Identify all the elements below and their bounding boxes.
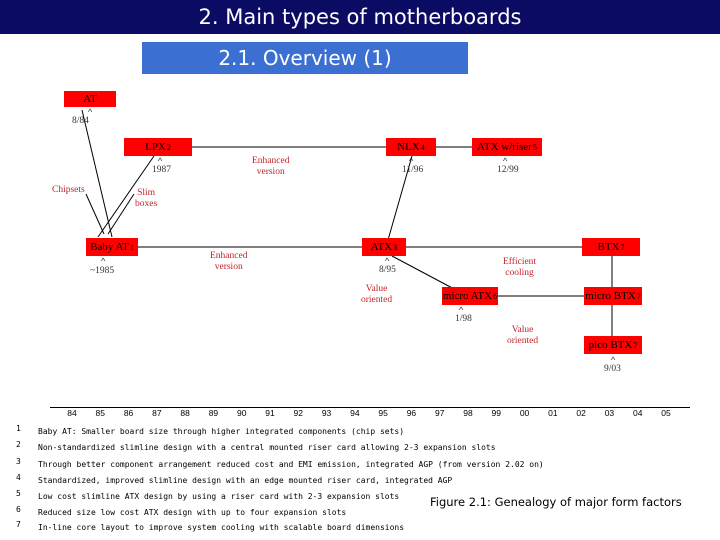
timeline-year-label: 86 <box>123 408 134 418</box>
timeline-year-label: 92 <box>293 408 304 418</box>
timeline-year-label: 03 <box>604 408 615 418</box>
footnote-text: Reduced size low cost ATX design with up to four expansion slots <box>38 508 347 517</box>
slide-title: 2. Main types of motherboards <box>0 0 720 34</box>
caret-marker: ^ <box>101 256 106 266</box>
footnote-text: Baby AT: Smaller board size through higher integrated components (chip sets) <box>38 427 405 436</box>
date-baby-at: ~1985 <box>90 266 115 276</box>
annotation-chipsets: Chipsets <box>52 185 85 195</box>
atx-box: ATX 3 <box>362 238 406 256</box>
timeline-year-label: 05 <box>661 408 671 418</box>
footnote-number: 2 <box>16 440 21 449</box>
timeline-year-label: 89 <box>208 408 219 418</box>
caret-marker: ^ <box>459 305 464 315</box>
micro-atx-box: micro ATX 6 <box>442 287 498 305</box>
link-slim-baby-at <box>108 194 134 234</box>
footnote-text: In-line core layout to improve system cooling with scalable board dimensions <box>38 523 405 532</box>
date-atx-riser: 12/99 <box>497 165 519 175</box>
timeline-year-label: 02 <box>576 408 586 418</box>
caret-marker: ^ <box>88 107 93 117</box>
footnote-text: Through better component arrangement reduced cost and EMI emission, integrated AGP (from version 2.02 on) <box>38 460 544 469</box>
caret-marker: ^ <box>409 156 414 166</box>
timeline-year-label: 94 <box>350 408 360 418</box>
footnote-number: 6 <box>16 505 21 514</box>
footnote-text: Non-standardized slimline design with a central mounted riser card allowing 2-3 expansion slots <box>38 443 496 452</box>
date-nlx: 11/96 <box>402 165 424 175</box>
timeline-year-label: 97 <box>434 408 445 418</box>
nlx-box: NLX 4 <box>386 138 436 156</box>
baby-at-box: Baby AT 1 <box>86 238 138 256</box>
timeline-year-label: 95 <box>378 408 388 418</box>
figure-caption: Figure 2.1: Genealogy of major form factors <box>430 495 682 509</box>
timeline-year-label: 84 <box>67 408 77 418</box>
timeline-year-label: 90 <box>236 408 247 418</box>
date-atx: 8/95 <box>379 265 396 275</box>
footnote-number: 4 <box>16 473 21 482</box>
annotation-slim-boxes: Slim boxes <box>135 188 158 209</box>
at-box: AT <box>64 91 116 107</box>
annotation-value-oriented-1: Value oriented <box>361 284 393 305</box>
timeline-year-label: 98 <box>463 408 473 418</box>
footnote-number: 3 <box>16 457 21 466</box>
footnote-text: Low cost slimline ATX design by using a riser card with 2-3 expansion slots <box>38 492 400 501</box>
lpx-box: LPX 2 <box>124 138 192 156</box>
link-chipsets-baby-at <box>86 194 104 234</box>
link-atx-microatx <box>392 256 456 290</box>
timeline-year-label: 93 <box>321 408 332 418</box>
timeline-year-label: 87 <box>152 408 162 418</box>
timeline-axis <box>50 407 690 408</box>
slide-subtitle: 2.1. Overview (1) <box>142 42 468 74</box>
timeline-year-label: 01 <box>548 408 558 418</box>
micro-btx-box: micro BTX 7 <box>584 287 642 305</box>
atx-riser-box: ATX w/riser 5 <box>472 138 542 156</box>
timeline-year-label: 99 <box>491 408 502 418</box>
btx-box: BTX 7 <box>582 238 640 256</box>
date-micro-atx: 1/98 <box>455 314 472 324</box>
footnote-text: Standardized, improved slimline design with an edge mounted riser card, integrated AGP <box>38 476 453 485</box>
timeline-year-label: 04 <box>632 408 643 418</box>
timeline-year-label: 91 <box>265 408 275 418</box>
caret-marker: ^ <box>158 156 163 166</box>
date-pico-btx: 9/03 <box>604 364 621 374</box>
annotation-value-oriented-2: Value oriented <box>507 325 539 346</box>
footnote-number: 7 <box>16 520 21 529</box>
caret-marker: ^ <box>385 256 390 266</box>
timeline-year-label: 85 <box>95 408 106 418</box>
annotation-enhanced-version-2: Enhanced version <box>210 251 248 272</box>
timeline-year-label: 00 <box>519 408 530 418</box>
timeline-year-label: 96 <box>406 408 417 418</box>
annotation-enhanced-version-1: Enhanced version <box>252 156 290 177</box>
pico-btx-box: pico BTX 7 <box>584 336 642 354</box>
caret-marker: ^ <box>611 355 616 365</box>
annotation-efficient-cooling: Efficient cooling <box>503 257 537 278</box>
date-lpx: 1987 <box>152 165 171 175</box>
date-at: 8/84 <box>72 116 89 126</box>
caret-marker: ^ <box>503 156 508 166</box>
timeline-year-label: 88 <box>180 408 190 418</box>
footnote-number: 1 <box>16 424 21 433</box>
footnote-number: 5 <box>16 489 21 498</box>
